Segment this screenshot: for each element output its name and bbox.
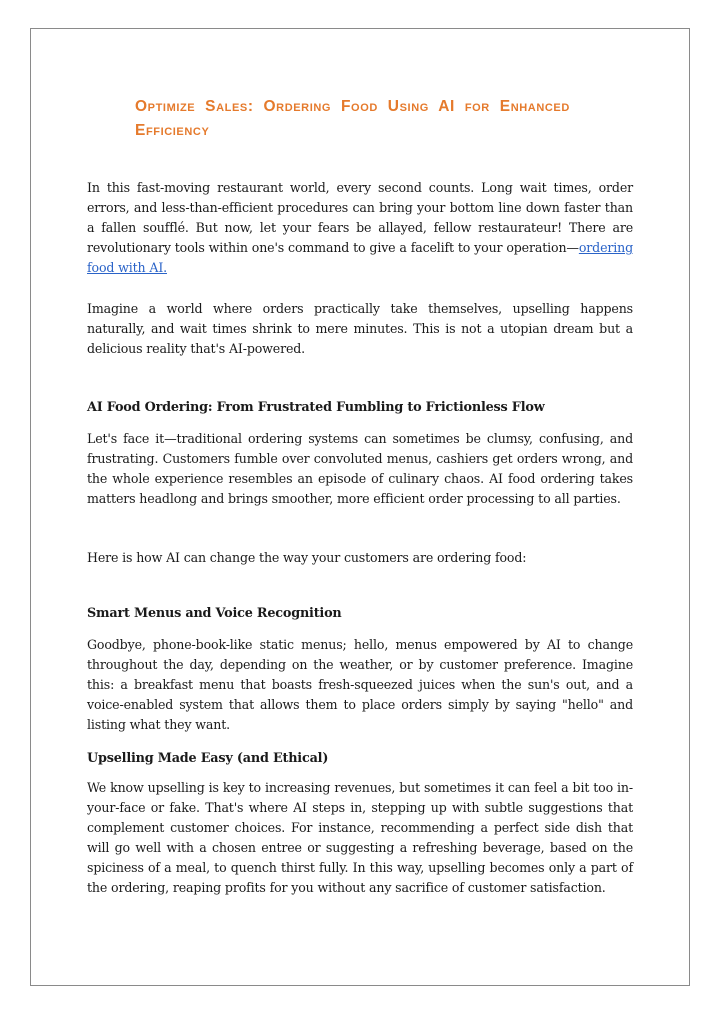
paragraph-how-ai-changes: Here is how AI can change the way your customers are ordering food: (87, 550, 527, 565)
intro-text: In this fast-moving restaurant world, every second counts. Long wait times, order errors, and less-than-efficient procedures can bring your bottom line down faster than a fallen soufflé. But now, let your fears be allayed, fellow restaurateur! There are revolutionary tools within one's command to give a facelift to your operation— (87, 180, 633, 255)
section-heading-smart-menus: Smart Menus and Voice Recognition (87, 606, 342, 621)
section-body-upselling: We know upselling is key to increasing revenues, but sometimes it can feel a bit too in-your-face or fake. That's where AI steps in, stepping up with subtle suggestions that complement customer choices. For instance, recommending a perfect side dish that will go well with a chosen entree or suggesting a refreshing beverage, based on the spiciness of a meal, to quench thirst fully. In this way, upselling becomes only a part of the ordering, reaping profits for you without any sacrifice of customer satisfaction. (87, 780, 633, 895)
ordering-food-ai-link[interactable]: ordering food with AI. (87, 240, 633, 275)
paragraph-imagine: Imagine a world where orders practically take themselves, upselling happens naturally, and wait times shrink to mere minutes. This is not a utopian dream but a delicious reality that's AI-powered. (87, 301, 633, 356)
section-body-smart-menus: Goodbye, phone-book-like static menus; hello, menus empowered by AI to change throughout the day, depending on the weather, or by customer preference. Imagine this: a breakfast menu that boasts fresh-squeezed juices when the sun's out, and a voice-enabled system that allows them to place orders simply by saying "hello" and listing what they want. (87, 637, 633, 732)
section-heading-upselling: Upselling Made Easy (and Ethical) (87, 751, 329, 766)
section-body-ai-food-ordering: Let's face it—traditional ordering systems can sometimes be clumsy, confusing, and frustrating. Customers fumble over convoluted menus, cashiers get orders wrong, and the whole experience resembles an episode of culinary chaos. AI food ordering takes matters headlong and brings smoother, more efficient order processing to all parties. (87, 431, 633, 506)
document-title: Optimize Sales: Ordering Food Using AI for Enhanced Efficiency (135, 98, 570, 139)
section-heading-ai-food-ordering: AI Food Ordering: From Frustrated Fumbling to Frictionless Flow (87, 400, 545, 415)
intro-paragraph (87, 178, 633, 278)
